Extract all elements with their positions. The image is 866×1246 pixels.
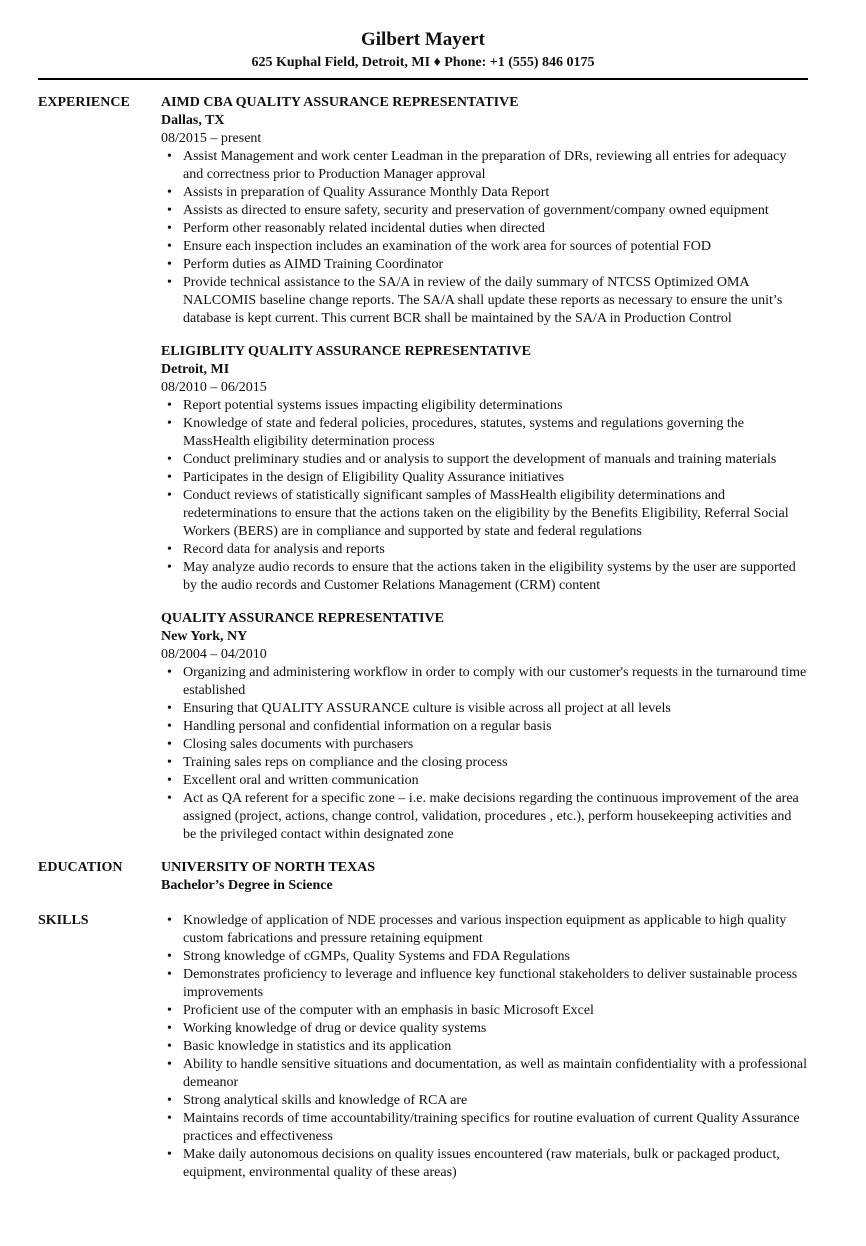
- job-title: AIMD CBA QUALITY ASSURANCE REPRESENTATIVE: [161, 95, 519, 110]
- resume-page: [38, 28, 808, 1182]
- job-bullet-list: [161, 397, 808, 595]
- bullet-item: • Assists as directed to ensure safety, security and preservation of government/company owned equipment: [183, 202, 808, 220]
- bullet-item: • Conduct preliminary studies and or analysis to support the development of manuals and training materials: [183, 451, 808, 469]
- skill-item: • Working knowledge of drug or device quality systems: [183, 1020, 808, 1038]
- bullet-item: • May analyze audio records to ensure that the actions taken in the eligibility systems by the user are supported by the audio records and Customer Relations Management (CRM) content: [183, 559, 808, 595]
- bullet-item: • Participates in the design of Eligibility Quality Assurance initiatives: [183, 469, 808, 487]
- school-name: UNIVERSITY OF NORTH TEXAS: [161, 860, 376, 875]
- experience-body: [161, 94, 808, 844]
- bullet-item: • Assist Management and work center Leadman in the preparation of DRs, reviewing all entries for adequacy and correctness prior to Production Manager approval: [183, 148, 808, 184]
- skill-item: • Basic knowledge in statistics and its application: [183, 1038, 808, 1056]
- bullet-item: • Report potential systems issues impacting eligibility determinations: [183, 397, 808, 415]
- header-divider: [38, 78, 808, 80]
- skill-item: • Proficient use of the computer with an emphasis in basic Microsoft Excel: [183, 1002, 808, 1020]
- job-location: Detroit, MI: [161, 362, 230, 377]
- candidate-name: Gilbert Mayert: [361, 29, 485, 50]
- experience-section: [38, 94, 808, 844]
- job-entry: [161, 94, 808, 328]
- job-title: ELIGIBLITY QUALITY ASSURANCE REPRESENTATIVE: [161, 344, 531, 359]
- bullet-item: • Ensure each inspection includes an examination of the work area for sources of potential FOD: [183, 238, 808, 256]
- education-body: [161, 859, 808, 895]
- skill-item: • Ability to handle sensitive situations and documentation, as well as maintain confidentiality with a professional demeanor: [183, 1056, 808, 1092]
- skills-heading: SKILLS: [38, 913, 89, 928]
- education-section: [38, 859, 808, 895]
- bullet-item: • Organizing and administering workflow in order to comply with our customer's requests in the turnaround time established: [183, 664, 808, 700]
- skills-body: [161, 912, 808, 1182]
- skill-item: • Make daily autonomous decisions on quality issues encountered (raw materials, bulk or packaged product, equipment, environmental quality of these areas): [183, 1146, 808, 1182]
- degree: Bachelor’s Degree in Science: [161, 878, 333, 893]
- skills-list: [161, 912, 808, 1182]
- bullet-item: • Conduct reviews of statistically significant samples of MassHealth eligibility determinations and redeterminations to ensure that the actions taken on the eligibility by the Benefits Eligibility, Referral Social Workers (BERS) are in compliance and supported by state and federal regulations: [183, 487, 808, 541]
- bullet-item: • Ensuring that QUALITY ASSURANCE culture is visible across all project at all levels: [183, 700, 808, 718]
- bullet-item: • Knowledge of state and federal policies, procedures, statutes, systems and regulations governing the MassHealth eligibility determination process: [183, 415, 808, 451]
- bullet-item: • Perform duties as AIMD Training Coordinator: [183, 256, 808, 274]
- experience-heading: EXPERIENCE: [38, 95, 130, 110]
- contact-line: 625 Kuphal Field, Detroit, MI ♦ Phone: +1 (555) 846 0175: [251, 55, 595, 70]
- skill-item: • Knowledge of application of NDE processes and various inspection equipment as applicable to high quality custom fabrications and pressure retaining equipment: [183, 912, 808, 948]
- bullet-item: • Training sales reps on compliance and the closing process: [183, 754, 808, 772]
- bullet-item: • Assists in preparation of Quality Assurance Monthly Data Report: [183, 184, 808, 202]
- bullet-item: • Excellent oral and written communication: [183, 772, 808, 790]
- job-bullet-list: [161, 664, 808, 844]
- job-dates: 08/2004 – 04/2010: [161, 647, 267, 662]
- bullet-item: • Closing sales documents with purchasers: [183, 736, 808, 754]
- job-location: Dallas, TX: [161, 113, 225, 128]
- job-entry: [161, 343, 808, 595]
- job-location: New York, NY: [161, 629, 248, 644]
- job-title: QUALITY ASSURANCE REPRESENTATIVE: [161, 611, 444, 626]
- skill-item: • Maintains records of time accountability/training specifics for routine evaluation of current Quality Assurance practices and effectiveness: [183, 1110, 808, 1146]
- education-heading: EDUCATION: [38, 860, 123, 875]
- skills-section: [38, 912, 808, 1182]
- bullet-item: • Record data for analysis and reports: [183, 541, 808, 559]
- bullet-item: • Provide technical assistance to the SA/A in review of the daily summary of NTCSS Optimized OMA NALCOMIS baseline change reports. The SA/A shall update these reports as necessary to ensure the unit’s database is kept current. This current BCR shall be maintained by the SA/A in Production Control: [183, 274, 808, 328]
- bullet-item: • Handling personal and confidential information on a regular basis: [183, 718, 808, 736]
- job-entry: [161, 610, 808, 844]
- skill-item: • Strong knowledge of cGMPs, Quality Systems and FDA Regulations: [183, 948, 808, 966]
- job-bullet-list: [161, 148, 808, 328]
- skill-item: • Strong analytical skills and knowledge of RCA are: [183, 1092, 808, 1110]
- job-dates: 08/2010 – 06/2015: [161, 380, 267, 395]
- bullet-item: • Perform other reasonably related incidental duties when directed: [183, 220, 808, 238]
- bullet-item: • Act as QA referent for a specific zone – i.e. make decisions regarding the continuous improvement of the area assigned (project, actions, change control, validation, procedures , etc.), perform housekeeping activities and be the privileged contact within designated zone: [183, 790, 808, 844]
- job-dates: 08/2015 – present: [161, 131, 262, 146]
- skill-item: • Demonstrates proficiency to leverage and influence key functional stakeholders to deliver sustainable process improvements: [183, 966, 808, 1002]
